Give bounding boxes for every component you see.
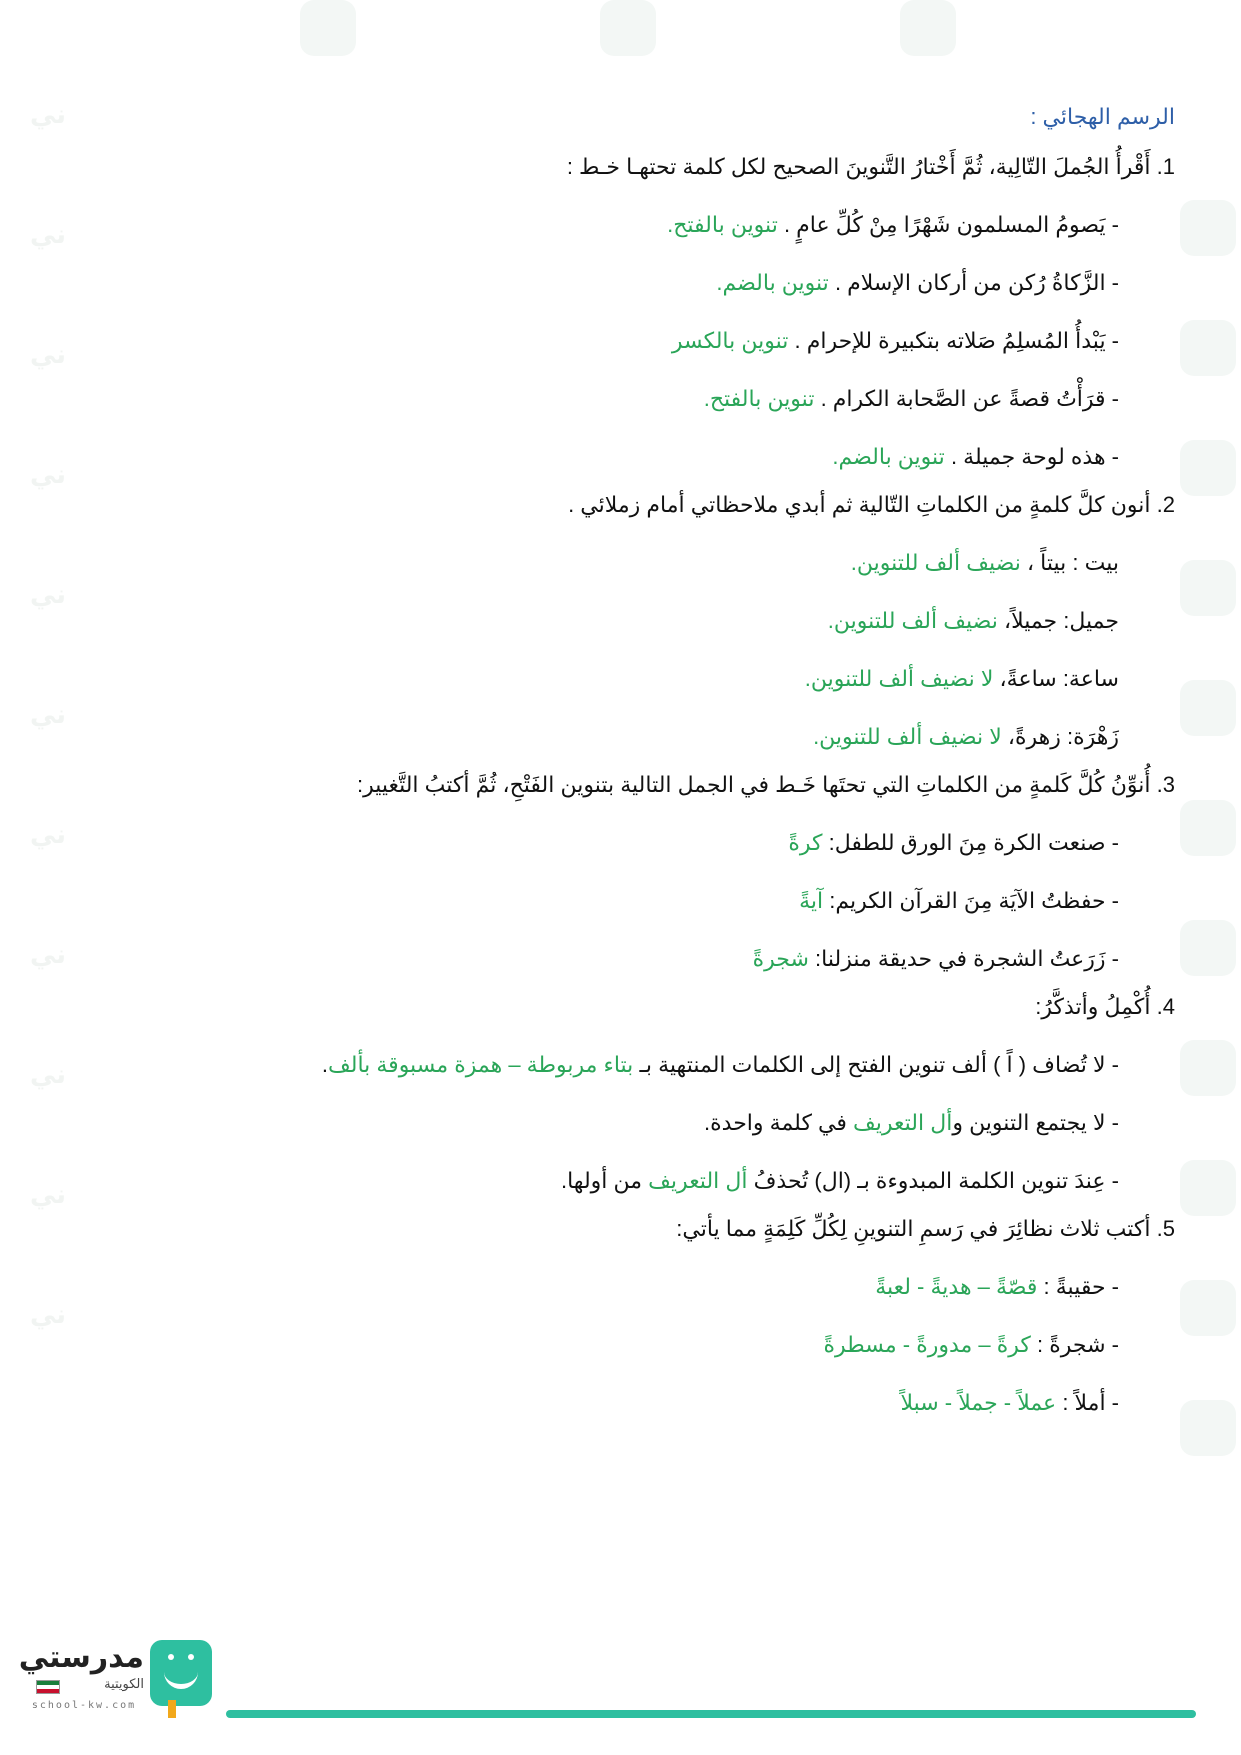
watermark-text: ني xyxy=(30,1180,67,1210)
list-item xyxy=(100,1166,1119,1196)
item-text: - يَبْدأُ المُسلِمُ صَلاته بتكبيرة للإحرام . xyxy=(794,328,1119,353)
item-text-end: في كلمة واحدة. xyxy=(704,1110,847,1135)
item-text: - حفظتُ الآيَة مِنَ القرآن الكريم: xyxy=(829,888,1119,913)
watermark-text: ني xyxy=(30,1060,67,1090)
logo-name: مدرستي xyxy=(18,1641,144,1674)
watermark-text: ني xyxy=(30,580,67,610)
watermark-logo-icon xyxy=(1180,1160,1236,1216)
item-text: - هذه لوحة جميلة . xyxy=(950,444,1119,469)
item-answer: أل التعريف xyxy=(648,1168,748,1193)
item-answer: تنوين بالفتح. xyxy=(667,212,778,237)
question-text: أُكْمِلُ وأتذكَّرُ: xyxy=(1035,994,1151,1019)
item-answer: آيةً xyxy=(799,888,824,913)
list-item xyxy=(100,944,1119,974)
item-answer: كرةً xyxy=(788,830,823,855)
question-text: أنون كلَّ كلمةٍ من الكلماتِ التّالية ثم أبدي ملاحظاتي أمام زملائي . xyxy=(568,492,1151,517)
list-item xyxy=(100,1108,1119,1138)
item-text: - عِندَ تنوين الكلمة المبدوءة بـ (ال) تُحذفُ xyxy=(753,1168,1119,1193)
worksheet xyxy=(100,100,1175,1446)
item-text: - زَرَعتُ الشجرة في حديقة منزلنا: xyxy=(815,946,1119,971)
question-4 xyxy=(100,992,1175,1022)
item-text: - حقيبةً : xyxy=(1043,1274,1119,1299)
list-item xyxy=(100,886,1119,916)
item-answer: قصّةً – هديةً - لعبةً xyxy=(875,1274,1038,1299)
question-number: 2. xyxy=(1156,492,1175,517)
item-answer: نضيف ألف للتنوين. xyxy=(850,550,1021,575)
list-item xyxy=(100,548,1119,578)
watermark-logo-icon xyxy=(1180,440,1236,496)
item-answer: شجرةً xyxy=(752,946,809,971)
item-answer: تنوين بالضم. xyxy=(832,444,945,469)
footer-divider xyxy=(226,1710,1196,1718)
list-item xyxy=(100,384,1119,414)
question-text: أكتب ثلاث نظائِرَ في رَسمِ التنوينِ لِكُلِّ كَلِمَةٍ مما يأتي: xyxy=(676,1216,1151,1241)
list-item xyxy=(100,326,1119,356)
list-item xyxy=(100,606,1119,636)
list-item xyxy=(100,1330,1119,1360)
item-answer: نضيف ألف للتنوين. xyxy=(827,608,998,633)
item-text: - لا تُضاف ( اً ) ألف تنوين الفتح إلى الكلمات المنتهية بـ xyxy=(639,1052,1119,1077)
logo-icon xyxy=(150,1640,212,1706)
item-text-end: من أولها. xyxy=(560,1168,643,1193)
question-number: 5. xyxy=(1156,1216,1175,1241)
watermark-logo-icon xyxy=(300,0,356,56)
watermark-logo-icon xyxy=(1180,560,1236,616)
watermark-text: ني xyxy=(30,340,67,370)
watermark-logo-icon xyxy=(1180,680,1236,736)
watermark-logo-icon xyxy=(1180,1400,1236,1456)
item-answer: تنوين بالكسر xyxy=(671,328,789,353)
list-item xyxy=(100,664,1119,694)
item-answer: كرةً – مدورةً - مسطرةً xyxy=(823,1332,1031,1357)
list-item xyxy=(100,210,1119,240)
watermark-text: ني xyxy=(30,460,67,490)
item-answer: تنوين بالضم. xyxy=(716,270,829,295)
item-text: - قرَأْتُ قصةً عن الصَّحابة الكرام . xyxy=(820,386,1119,411)
watermark-text: ني xyxy=(30,1300,67,1330)
item-answer: عملاً - جملاً - سبلاً xyxy=(900,1390,1057,1415)
list-item xyxy=(100,1272,1119,1302)
watermark-text: ني xyxy=(30,700,67,730)
item-answer: بتاء مربوطة – همزة مسبوقة بألف xyxy=(327,1052,634,1077)
item-text-end: . xyxy=(321,1052,328,1077)
watermark-text: ني xyxy=(30,940,67,970)
question-number: 4. xyxy=(1156,994,1175,1019)
item-text: - أملاً : xyxy=(1062,1390,1119,1415)
list-item xyxy=(100,828,1119,858)
logo-subtitle: الكويتية xyxy=(104,1676,144,1691)
watermark-logo-icon xyxy=(600,0,656,56)
watermark-text: ني xyxy=(30,220,67,250)
item-answer: لا نضيف ألف للتنوين. xyxy=(804,666,994,691)
list-item xyxy=(100,1050,1119,1080)
question-3 xyxy=(100,770,1175,800)
watermark-text: ني xyxy=(30,100,67,130)
question-number: 1. xyxy=(1156,154,1175,179)
list-item xyxy=(100,1388,1119,1418)
question-2 xyxy=(100,490,1175,520)
watermark-logo-icon xyxy=(1180,800,1236,856)
watermark-logo-icon xyxy=(1180,200,1236,256)
item-text: ساعة: ساعةً، xyxy=(999,666,1119,691)
watermark-logo-icon xyxy=(1180,1280,1236,1336)
question-5 xyxy=(100,1214,1175,1244)
watermark-logo-icon xyxy=(1180,1040,1236,1096)
item-text: - صنعت الكرة مِنَ الورق للطفل: xyxy=(828,830,1119,855)
list-item xyxy=(100,722,1119,752)
watermark-logo-icon xyxy=(1180,320,1236,376)
item-text: زَهْرَة: زهرةً، xyxy=(1007,724,1119,749)
item-answer: أل التعريف xyxy=(853,1110,953,1135)
item-answer: لا نضيف ألف للتنوين. xyxy=(813,724,1002,749)
list-item xyxy=(100,442,1119,472)
question-number: 3. xyxy=(1156,772,1175,797)
item-text: بيت : بيتاً ، xyxy=(1026,550,1119,575)
item-answer: تنوين بالفتح. xyxy=(703,386,815,411)
item-text: - الزَّكاةُ رُكن من أركان الإسلام . xyxy=(834,270,1119,295)
item-text: - شجرةً : xyxy=(1037,1332,1119,1357)
question-text: أُنوِّنُ كُلَّ كَلمةٍ من الكلماتِ التي تحتَها خَـط في الجمل التالية بتنوين الفَتْحِ، ثُمَّ أكتبُ التَّغيير: xyxy=(356,772,1151,797)
question-1 xyxy=(100,152,1175,182)
list-item xyxy=(100,268,1119,298)
section-heading: الرسم الهجائي : xyxy=(1030,104,1175,129)
item-text: - يَصومُ المسلمون شَهْرًا مِنْ كُلِّ عامٍ . xyxy=(783,212,1119,237)
question-text: أَقْرأُ الجُملَ التّالِية، ثُمَّ أَخْتارُ التَّنوينَ الصحيح لكل كلمة تحتهـا خـط : xyxy=(566,154,1151,179)
item-text: جميل: جميلاً، xyxy=(1003,608,1119,633)
watermark-logo-icon xyxy=(1180,920,1236,976)
item-text: - لا يجتمع التنوين و xyxy=(952,1110,1119,1135)
watermark-text: ني xyxy=(30,820,67,850)
logo-url: school-kw.com xyxy=(31,1700,137,1711)
watermark-logo-icon xyxy=(900,0,956,56)
